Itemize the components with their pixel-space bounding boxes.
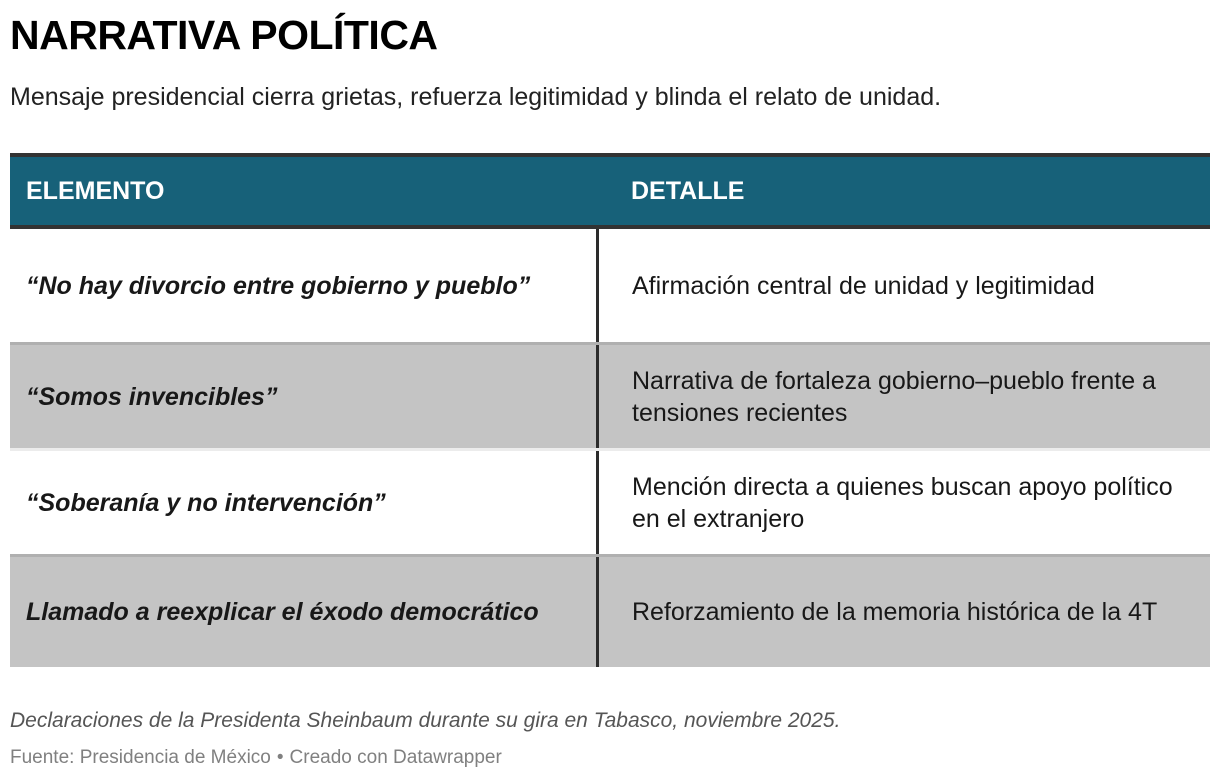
source-label: Fuente: Presidencia de México [10,747,271,768]
footer-source [10,743,502,773]
table-row [10,448,1210,554]
cell-detalle: Afirmación central de unidad y legitimidad [632,271,1095,300]
column-header-elemento: ELEMENTO [26,176,165,205]
column-header-detalle: DETALLE [631,176,745,205]
cell-elemento: “Soberanía y no intervención” [10,451,599,554]
cell-detalle: Reforzamiento de la memoria histórica de la 4T [632,598,1158,626]
datawrapper-credit-link[interactable]: Creado con Datawrapper [289,747,502,768]
table-row [10,229,1210,342]
page-title: NARRATIVA POLÍTICA [10,12,438,58]
cell-elemento: “No hay divorcio entre gobierno y pueblo” [10,229,599,342]
table-header [10,153,1210,229]
page-subtitle: Mensaje presidencial cierra grietas, refuerza legitimidad y blinda el relato de unidad. [10,83,942,111]
bullet-separator: • [276,747,284,768]
cell-detalle: Mención directa a quienes buscan apoyo político en el extranjero [632,472,1173,533]
narrative-table [10,153,1210,667]
table-row [10,554,1210,667]
footer-note: Declaraciones de la Presidenta Sheinbaum durante su gira en Tabasco, noviembre 2025. [10,709,841,732]
cell-detalle: Narrativa de fortaleza gobierno–pueblo frente a tensiones recientes [632,366,1156,427]
cell-elemento: “Somos invencibles” [10,345,599,448]
table-row [10,342,1210,448]
cell-elemento: Llamado a reexplicar el éxodo democrático [10,557,599,667]
